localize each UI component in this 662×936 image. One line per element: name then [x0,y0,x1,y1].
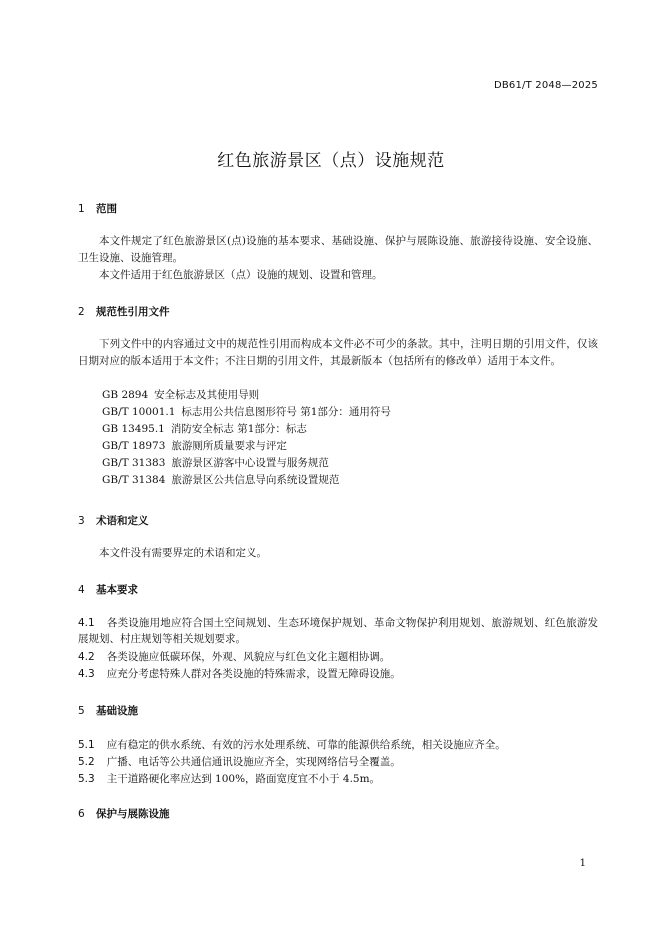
clause-item [78,615,598,647]
section-title: 基本要求 [96,584,138,596]
section-heading-3 [78,513,149,528]
clause-number: 4.2 [78,651,95,663]
terms-paragraph: 本文件没有需要界定的术语和定义。 [99,547,267,559]
clause-number: 5.3 [78,773,95,785]
section-number: 4 [78,584,85,596]
section-title: 范围 [96,203,117,215]
reference-item [102,455,329,472]
reference-code: GB/T 31384 [102,474,166,486]
reference-item [102,472,339,489]
reference-code: GB/T 18973 [102,440,166,452]
reference-name: 旅游景区游客中心设置与服务规范 [171,457,329,469]
reference-name: 旅游厕所质量要求与评定 [171,440,287,452]
clause-item [78,771,598,787]
clause-number: 4.1 [78,617,95,629]
clause-number: 4.3 [78,668,95,680]
reference-name: 安全标志及其使用导则 [154,389,260,401]
section-heading-2 [78,304,170,319]
reference-item [102,387,259,404]
page-number: 1 [579,858,586,869]
scope-paragraph-2: 本文件适用于红色旅游景区（点）设施的规划、设置和管理。 [99,269,383,281]
reference-name: 标志用公共信息图形符号 第1部分：通用符号 [181,406,391,418]
section-heading-5 [78,703,138,718]
section-number: 6 [78,808,85,820]
section-heading-1 [78,201,117,216]
reference-item [102,421,307,438]
section-title: 保护与展陈设施 [96,808,170,820]
reference-code: GB 2894 [102,389,149,401]
section-number: 5 [78,705,85,717]
reference-name: 旅游景区公共信息导向系统设置规范 [171,474,340,486]
section-title: 术语和定义 [96,515,149,527]
references-intro: 下列文件中的内容通过文中的规范性引用而构成本文件必不可少的条款。其中，注明日期的引用文件，仅该日期对应的版本适用于本文件；不注日期的引用文件，其最新版本（包括所有的修改单）适用于本文件。 [78,338,598,367]
section-heading-6 [78,806,170,821]
clause-item [78,649,598,665]
reference-code: GB/T 31383 [102,457,166,469]
clause-item [78,666,598,682]
reference-code: GB 13495.1 [102,423,165,435]
reference-code: GB/T 10001.1 [102,406,176,418]
section-heading-4 [78,582,138,597]
document-title: 红色旅游景区（点）设施规范 [217,151,445,171]
document-code: DB61/T 2048—2025 [493,80,598,91]
clause-text: 各类设施用地应符合国土空间规划、生态环境保护规划、革命文物保护利用规划、旅游规划、红色旅游发展规划、村庄规划等相关规划要求。 [78,617,598,645]
reference-item [102,404,391,421]
clause-item [78,754,598,770]
clause-text: 应有稳定的供水系统、有效的污水处理系统、可靠的能源供给系统，相关设施应齐全。 [106,739,506,751]
section-number: 3 [78,515,85,527]
scope-paragraph-1: 本文件规定了红色旅游景区(点)设施的基本要求、基础设施、保护与展陈设施、旅游接待设施、安全设施、卫生设施、设施管理。 [78,235,598,264]
section-number: 2 [78,306,85,318]
clause-text: 应充分考虑特殊人群对各类设施的特殊需求，设置无障碍设施。 [106,668,401,680]
clause-text: 广播、电话等公共通信通讯设施应齐全，实现网络信号全覆盖。 [106,756,401,768]
clause-number: 5.2 [78,756,95,768]
clause-text: 主干道路硬化率应达到 100%，路面宽度宜不小于 4.5m。 [106,773,381,785]
clause-text: 各类设施应低碳环保，外观、风貌应与红色文化主题相协调。 [106,651,391,663]
clause-item [78,737,598,753]
reference-item [102,438,287,455]
reference-name: 消防安全标志 第1部分：标志 [170,423,307,435]
section-title: 基础设施 [96,705,138,717]
clause-number: 5.1 [78,739,95,751]
section-number: 1 [78,203,85,215]
section-title: 规范性引用文件 [96,306,170,318]
